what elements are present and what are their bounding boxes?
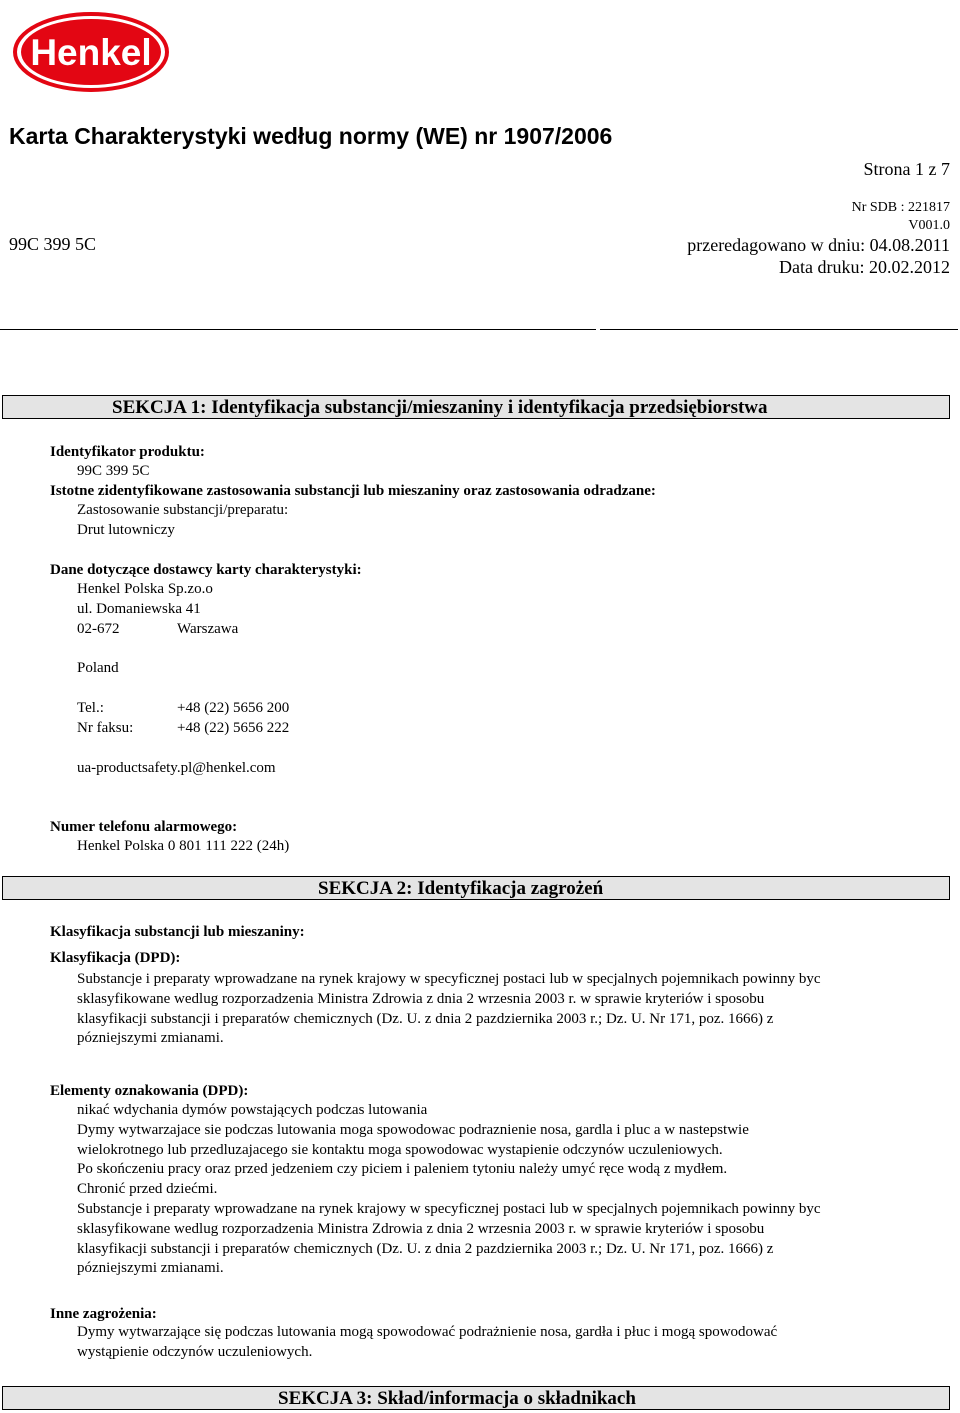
label-elements-text	[77, 1101, 939, 1279]
page-number: Strona 1 z 7	[863, 159, 950, 179]
print-date: Data druku: 20.02.2012	[779, 257, 950, 277]
other-hazards-text	[77, 1323, 939, 1363]
text-line: Dymy wytwarzajace sie podczas lutowania moga spowodowac podraznienie nosa, gardla i pluc a w nastepstwie	[77, 1121, 749, 1138]
text-line: nikać wdychania dymów powstających podczas lutowania	[77, 1102, 428, 1118]
text-line: pózniejszymi zmianami.	[77, 1260, 224, 1277]
fax-label: Nr faksu:	[77, 720, 134, 736]
intended-use-label: Zastosowanie substancji/preparatu:	[77, 502, 289, 518]
supplier-label: Dane dotyczące dostawcy karty charakterystyki:	[50, 562, 362, 578]
text-line: sklasyfikowane wedlug rozporzadzenia Ministra Zdrowia z dnia 2 wrzesnia 2003 r. w sprawie kryteriów i sposobu	[77, 990, 765, 1007]
text-line: pózniejszymi zmianami.	[77, 1030, 224, 1047]
section-2-title: SEKCJA 2: Identyfikacja zagrożeń	[318, 878, 604, 899]
emergency-number: Henkel Polska 0 801 111 222 (24h)	[77, 838, 290, 854]
postcode: 02-672	[77, 621, 120, 637]
tel-number: +48 (22) 5656 200	[177, 700, 290, 716]
product-identifier: 99C 399 5C	[77, 463, 150, 479]
email-link[interactable]: ua-productsafety.pl@henkel.com	[77, 760, 276, 776]
text-line: Po skończeniu pracy oraz przed jedzeniem czy piciem i paleniem tytoniu należy umyć ręce wodą z mydłem.	[77, 1161, 728, 1178]
emergency-label: Numer telefonu alarmowego:	[50, 819, 238, 835]
other-hazards-label: Inne zagrożenia:	[50, 1306, 157, 1322]
city: Warszawa	[177, 621, 239, 637]
fax-number: +48 (22) 5656 222	[177, 720, 290, 736]
product-name: 99C 399 5C	[9, 234, 97, 254]
text-line: klasyfikacji substancji i preparatów chemicznych (Dz. U. z dnia 2 pazdziernika 2003 r.; Dz. U. Nr 171, poz. 1666) z	[77, 1010, 774, 1027]
text-line: Dymy wytwarzające się podczas lutowania mogą spowodować podrażnienie nosa, gardła i płuc i mogą spowodować	[77, 1324, 778, 1340]
henkel-logo	[12, 10, 170, 94]
text-line: Substancje i preparaty wprowadzane na rynek krajowy w specyficznej postaci lub w specjalnych pojemnikach powinny byc	[77, 1200, 821, 1217]
section-1-title: SEKCJA 1: Identyfikacja substancji/mieszaniny i identyfikacja przedsiębiorstwa	[112, 397, 768, 418]
divider-left	[0, 329, 596, 330]
revision-date: przeredagowano w dniu: 04.08.2011	[687, 235, 950, 255]
sds-number: Nr SDB : 221817	[851, 200, 950, 215]
text-line: sklasyfikowane wedlug rozporzadzenia Ministra Zdrowia z dnia 2 wrzesnia 2003 r. w sprawie kryteriów i sposobu	[77, 1220, 765, 1237]
text-line: klasyfikacji substancji i preparatów chemicznych (Dz. U. z dnia 2 pazdziernika 2003 r.; Dz. U. Nr 171, poz. 1666) z	[77, 1240, 774, 1257]
company-name: Henkel Polska Sp.zo.o	[77, 581, 213, 597]
street-address: ul. Domaniewska 41	[77, 601, 201, 617]
dpd-classification-text	[77, 970, 939, 1049]
uses-label: Istotne zidentyfikowane zastosowania substancji lub mieszaniny oraz zastosowania odradzane:	[50, 483, 656, 499]
product-identifier-label: Identyfikator produktu:	[50, 444, 205, 460]
country: Poland	[77, 660, 119, 676]
text-line: Chronić przed dziećmi.	[77, 1181, 218, 1198]
tel-label: Tel.:	[77, 700, 104, 716]
divider-right	[600, 329, 958, 330]
dpd-classification-label: Klasyfikacja (DPD):	[50, 950, 181, 966]
intended-use: Drut lutowniczy	[77, 522, 175, 538]
logo-text: Henkel	[30, 32, 152, 73]
label-elements-label: Elementy oznakowania (DPD):	[50, 1083, 249, 1099]
section-3-title: SEKCJA 3: Skład/informacja o składnikach	[278, 1388, 636, 1409]
text-line: wystąpienie odczynów uczuleniowych.	[77, 1343, 313, 1360]
document-title: Karta Charakterystyki według normy (WE) nr 1907/2006	[9, 123, 613, 149]
version: V001.0	[908, 218, 950, 233]
text-line: wielokrotnego lub przedluzajacego sie kontaktu moga spowodowac wystapienie odczynów uczuleniowych.	[77, 1141, 723, 1158]
text-line: Substancje i preparaty wprowadzane na rynek krajowy w specyficznej postaci lub w specjalnych pojemnikach powinny byc	[77, 971, 821, 987]
classification-label: Klasyfikacja substancji lub mieszaniny:	[50, 924, 305, 940]
